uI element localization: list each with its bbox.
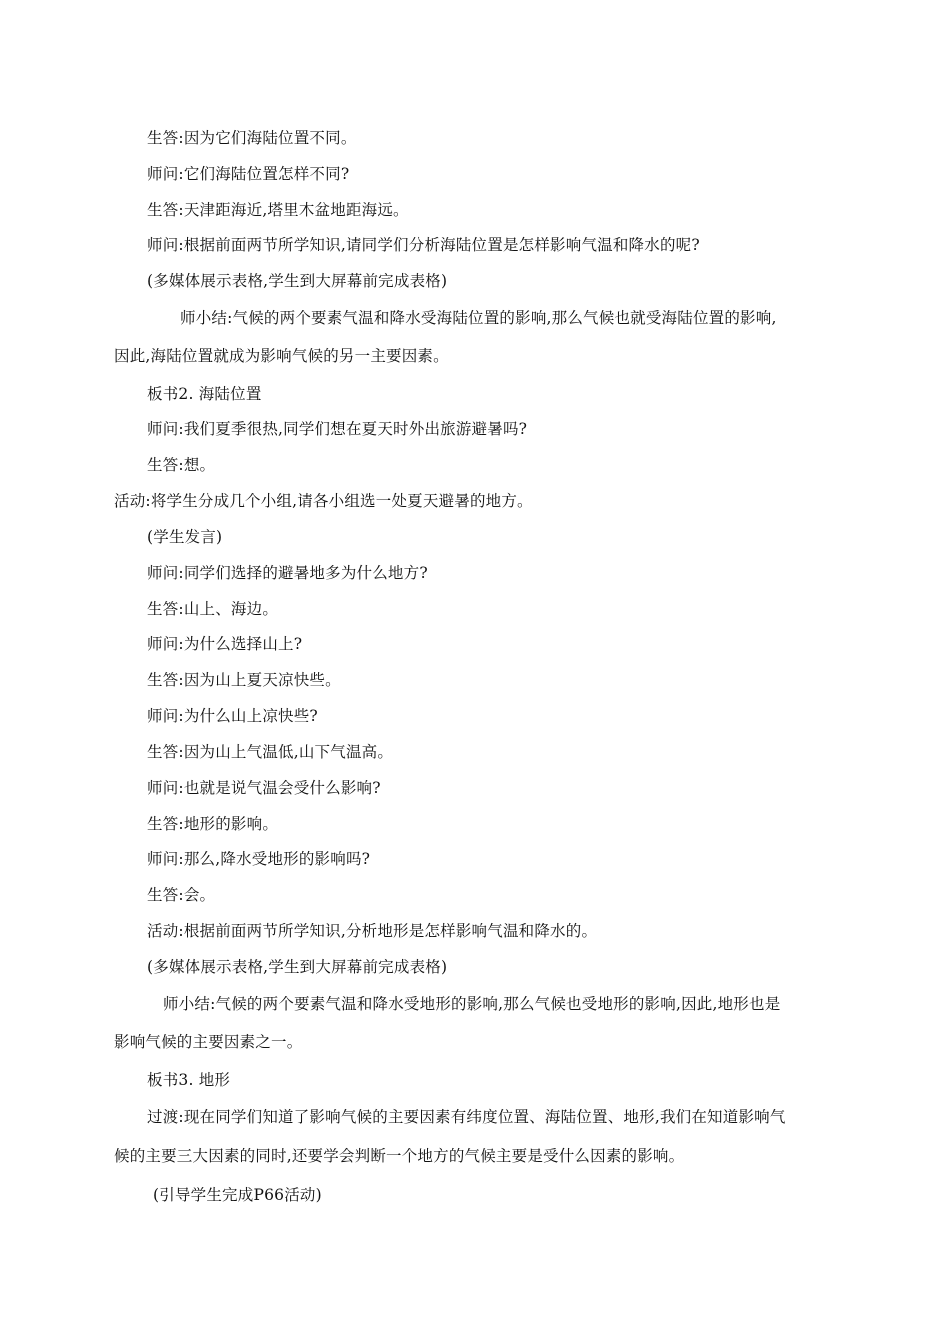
text-line: (多媒体展示表格,学生到大屏幕前完成表格) — [147, 272, 448, 290]
text-line: 板书2. 海陆位置 — [147, 385, 262, 403]
text-line: 师问:那么,降水受地形的影响吗? — [147, 850, 371, 868]
text-line: 因此,海陆位置就成为影响气候的另一主要因素。 — [114, 347, 449, 365]
text-line: 生答:天津距海近,塔里木盆地距海远。 — [147, 201, 409, 219]
text-line: (多媒体展示表格,学生到大屏幕前完成表格) — [147, 958, 448, 976]
text-line: 影响气候的主要因素之一。 — [114, 1033, 303, 1051]
text-line: 师问:为什么山上凉快些? — [147, 707, 318, 725]
text-line: 生答:地形的影响。 — [147, 815, 279, 833]
text-line: 师小结:气候的两个要素气温和降水受海陆位置的影响,那么气候也就受海陆位置的影响, — [180, 309, 777, 327]
text-line: 板书3. 地形 — [147, 1071, 231, 1089]
text-line: 生答:因为山上气温低,山下气温高。 — [147, 743, 394, 761]
text-line: 候的主要三大因素的同时,还要学会判断一个地方的气候主要是受什么因素的影响。 — [114, 1147, 685, 1165]
text-line: 过渡:现在同学们知道了影响气候的主要因素有纬度位置、海陆位置、地形,我们在知道影响气 — [147, 1108, 786, 1126]
text-line: (引导学生完成P66活动) — [153, 1186, 322, 1204]
text-line: 师问:我们夏季很热,同学们想在夏天时外出旅游避暑吗? — [147, 420, 528, 438]
text-line: 活动:将学生分成几个小组,请各小组选一处夏天避暑的地方。 — [114, 492, 533, 510]
text-line: 活动:根据前面两节所学知识,分析地形是怎样影响气温和降水的。 — [147, 922, 598, 940]
text-line: 师问:为什么选择山上? — [147, 635, 303, 653]
text-line: 师问:同学们选择的避暑地多为什么地方? — [147, 564, 428, 582]
text-line: 师问:根据前面两节所学知识,请同学们分析海陆位置是怎样影响气温和降水的呢? — [147, 236, 700, 254]
text-line: 师小结:气候的两个要素气温和降水受地形的影响,那么气候也受地形的影响,因此,地形也是 — [163, 995, 781, 1013]
text-line: 生答:因为山上夏天凉快些。 — [147, 671, 341, 689]
text-line: (学生发言) — [147, 528, 223, 546]
text-line: 生答:山上、海边。 — [147, 600, 279, 618]
text-line: 师问:它们海陆位置怎样不同? — [147, 165, 350, 183]
text-line: 生答:想。 — [147, 456, 216, 474]
text-line: 生答:会。 — [147, 886, 216, 904]
text-line: 师问:也就是说气温会受什么影响? — [147, 779, 381, 797]
text-line: 生答:因为它们海陆位置不同。 — [147, 129, 357, 147]
